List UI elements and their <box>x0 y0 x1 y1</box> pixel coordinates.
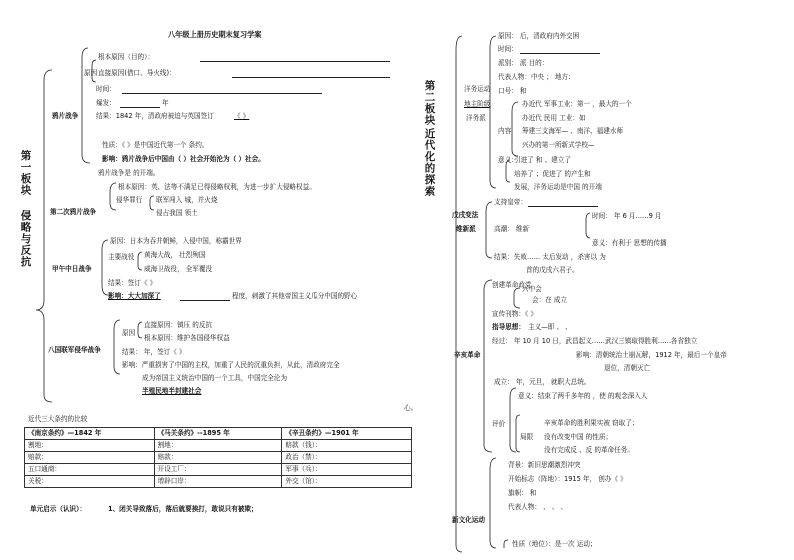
xinhai-label: 辛亥革命 <box>454 351 481 359</box>
opium2-label: 第二次鸦片战争 <box>50 208 97 216</box>
baguo-root: 根本原因：维护各国侵华权益 <box>144 334 230 342</box>
table-cell: 赔款（钱）： <box>282 440 412 452</box>
yangwu-c1: 办近代 军事工业：第一 ，最大的一个 <box>522 100 632 108</box>
baguo-direct: 直接原因：镇压 的反抗 <box>144 321 213 329</box>
table-cell: 关税： <box>25 476 155 488</box>
jiawu-result: 结果：签订《 》 <box>108 279 157 287</box>
baguo-result: 结果： 年，签订《 》 <box>122 348 186 356</box>
table-cell: 割地： <box>154 440 282 452</box>
blank-line <box>520 46 600 54</box>
wuxu-support: 支持皇帝： <box>494 198 527 206</box>
unit1-title-b: 侵略与反抗 <box>19 210 32 268</box>
table-cell: 开设工厂： <box>154 464 282 476</box>
opium2-crimes: 侵华罪行 <box>116 196 143 204</box>
page-title: 八年级上册历史期末复习学案 <box>168 30 262 39</box>
yangwu-slogan: 口号： 和 <box>498 87 527 95</box>
baguo-label: 八国联军侵华战争 <box>48 346 101 354</box>
opium1-start: 鸦片战争是 的开端。 <box>98 169 160 177</box>
xinhai-guide-a: 指导思想： <box>492 323 525 331</box>
opium1-time: 时间： <box>96 85 116 93</box>
wuxu-result1: 结果：失败…… 太后发动 ，杀害以 为 <box>494 253 606 261</box>
opium1-treaty: 《 》 <box>234 112 250 120</box>
unit1-title-a: 第一板块 <box>19 150 32 196</box>
blank-line <box>528 199 598 207</box>
xinwenhua-slogan: 旗帜： 和 <box>508 489 537 497</box>
xinwenhua-label: 新文化运动 <box>452 516 485 524</box>
yangwu-label2: 地主阶级 <box>464 100 491 108</box>
wuxu-time: 时间： 年 6 月……9 月 <box>592 212 662 220</box>
xinhai-impact1: 影响：清朝统治土崩瓦解，1912 年，最后一个皇帝 <box>576 351 727 359</box>
jiawu-label: 甲午中日战争 <box>52 265 92 273</box>
table-row <box>25 464 412 476</box>
treaty-comparison-table <box>24 427 412 488</box>
yangwu-people: 代表人物：中央 ； 地方： <box>498 73 575 81</box>
xinwenhua-nature: 性质（地位）：是一次 运动； <box>512 540 597 548</box>
table-cell: 割地： <box>25 440 155 452</box>
baguo-impact3: 半殖民地半封建社会 <box>142 387 202 395</box>
xinhai-l3: 没有完成反 、反 的革命任务。 <box>544 446 634 454</box>
jiawu-battles: 主要战役 <box>108 253 135 261</box>
jiawu-cause: 原因：日本为吞并朝鲜，入侵中国，称霸世界 <box>110 237 242 245</box>
yangwu-m2: 培养了 ；促进了 的产生和 <box>514 170 591 178</box>
table-header-row <box>25 428 412 440</box>
yangwu-label3: 洋务派 <box>466 114 486 122</box>
opium1-result: 结果：1842 年，清政府被迫与英国签订 <box>96 112 214 120</box>
footer-text: 1、闭关导致落后，落后就要挨打，敢说只有被欺； <box>108 505 258 513</box>
yangwu-c3: 筹建三支海军— 、南洋、福建水师 <box>522 127 624 135</box>
table-row <box>25 476 412 488</box>
opium2-c2: 侵占我国 领土 <box>156 209 198 217</box>
opium1-nature: 性质：《 》是中国近代第一个 条约。 <box>102 141 209 149</box>
wuxu-result2: 首的戊戌六君子。 <box>526 266 579 274</box>
yangwu-m1: 引进了 和 、建立了 <box>514 156 571 164</box>
opium1-cause: 原因 <box>84 69 98 77</box>
table-cell: 政治（禁）： <box>282 452 412 464</box>
blank-line <box>232 70 390 78</box>
wuxu-label2: 维新派 <box>456 225 476 233</box>
jiawu-impact-b: 程度，刺激了其他帝国主义瓜分中国的野心 <box>232 292 358 300</box>
xinhai-limit-label: 局限 <box>520 433 534 441</box>
table-title: 近代三大条约的比较 <box>28 415 88 423</box>
opium1-label: 鸦片战争 <box>52 112 79 120</box>
xinhai-org: 创建革命政党 <box>492 281 532 289</box>
opium1-root: 根本原因（目的）： <box>98 53 155 61</box>
opium2-root: 根本原因：英、法等不满足已得侵略权利，为进一步扩大侵略权益。 <box>118 183 316 191</box>
table-cell: 赔款： <box>25 452 155 464</box>
yangwu-faction: 派别： 派 目的： <box>498 59 549 67</box>
yangwu-m3: 发展，洋务运动是中国 的开端 <box>514 183 602 191</box>
opium1-direct: 直接原因(借口、导火线)： <box>98 69 176 77</box>
xinhai-ping: 评价 <box>492 420 506 428</box>
yangwu-cause: 原因： 后，清政府内外交困 <box>498 32 580 40</box>
opium1-year: 年 <box>162 99 169 107</box>
yangwu-meaning-label: 意义： <box>498 156 518 164</box>
xinwenhua-start: 开始标志（阵地）：1915 年， 创办《 》 <box>508 475 627 483</box>
xinhai-guide-b: 主义—即 、 、 <box>528 323 572 331</box>
yangwu-label1: 洋务运动 <box>464 85 491 93</box>
xinwenhua-bg: 背景：新旧思潮激烈冲突 <box>508 461 581 469</box>
table-header: 《南京条约》—1842 年 <box>25 428 155 440</box>
xinhai-org2: 会：在 成立 <box>532 296 568 304</box>
blank-line <box>122 86 322 94</box>
blank-line <box>200 54 390 62</box>
xinhai-meaning: 意义：结束了两千多年的 ，使 的观念深入人 <box>518 392 648 400</box>
table-header: 《辛丑条约》—1901 年 <box>282 428 412 440</box>
footer-label: 单元启示（认识）： <box>30 505 87 513</box>
table-row <box>25 452 412 464</box>
xinhai-l2: 没有改变中国 的性质； <box>544 433 613 441</box>
yangwu-content: 内容 <box>498 127 512 135</box>
xinhai-l1: 辛亥革命的胜利果实被 窃取了； <box>544 419 639 427</box>
baguo-impact2: 成为帝国主义统治中国的一个工具，中国完全沦为 <box>142 374 288 382</box>
xinhai-program: 宣传刊物：《 》 <box>492 310 537 318</box>
xinhai-impact2: 退位，清朝灭亡 <box>604 364 651 372</box>
blank-line <box>120 100 160 108</box>
table-cell: 赔款： <box>154 452 282 464</box>
blank-line <box>180 293 230 301</box>
yangwu-c2: 办近代 民用 工业：如 <box>522 114 586 122</box>
wuxu-meaning: 意义：有利于 思想的传播 <box>592 239 667 247</box>
opium1-impact: 影响：鸦片战争后中国由（ ）社会开始沦为（ ）社会。 <box>102 155 265 163</box>
wuxu-gaochao: 高潮： 维新 <box>494 225 530 233</box>
baguo-cause: 原因 <box>122 329 136 337</box>
jiawu-impact-a: 影响：大大加深了 <box>108 292 161 300</box>
xinwenhua-people: 代表人物： 、 、 、 <box>508 503 568 511</box>
xinhai-found: 成立： 年，元旦， 就职大总统。 <box>494 378 591 386</box>
unit2-title-b: 近代化的探索 <box>423 128 436 197</box>
jiawu-b2: 威海卫战役， 全军覆没 <box>144 265 213 273</box>
xinhai-org1: 兴中会 <box>522 285 542 293</box>
wuxu-label1: 戊戌变法 <box>452 211 479 219</box>
jiawu-b1: 黄海大战， 壮烈殉国 <box>144 251 206 259</box>
table-cell: 五口通商： <box>25 464 155 476</box>
stray-text: 心。 <box>404 404 418 412</box>
yangwu-time: 时间： <box>498 45 518 53</box>
table-cell: 军事（兵）： <box>282 464 412 476</box>
table-cell: 外交（馆）： <box>282 476 412 488</box>
baguo-impact1: 影响：严重损害了中国的主权，加重了人民的沉重负担，从此，清政府完全 <box>122 361 340 369</box>
unit2-title-a: 第二板块 <box>423 80 436 126</box>
yangwu-c4: 兴办的第一所新式学校— <box>522 141 595 149</box>
table-row <box>25 440 412 452</box>
table-cell: 增辟口岸： <box>154 476 282 488</box>
table-header: 《马关条约》--1895 年 <box>154 428 282 440</box>
xinhai-course: 经过： 年 10 月 10 日，武昌起义……武汉三镇取得胜利……各省独立 <box>492 337 698 345</box>
opium1-outbreak: 爆发： <box>96 99 116 107</box>
opium2-c1: 联军闯入 城，并火烧 <box>156 196 218 204</box>
